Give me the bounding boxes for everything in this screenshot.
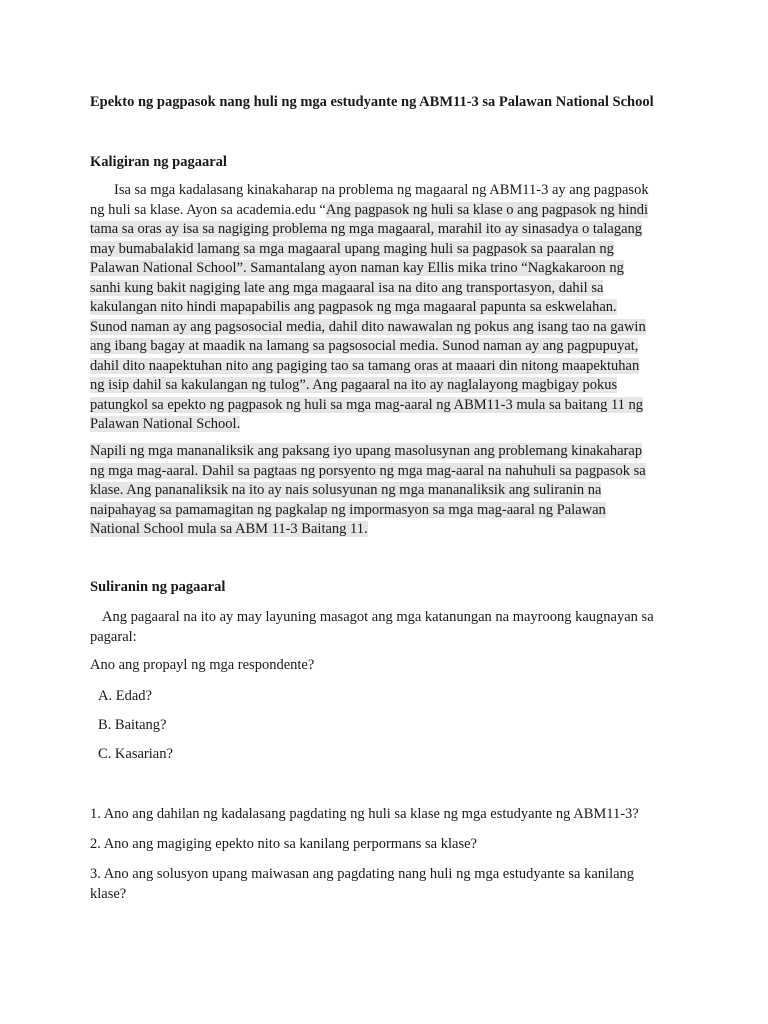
- highlighted-text-line: kakulangan nito hindi mapapabilis ang pagpasok ng mga magaaral papunta sa eskwelahan.: [90, 299, 617, 315]
- question-item-1: 1. Ano ang dahilan ng kadalasang pagdating ng huli sa klase ng mga estudyante ng ABM11-3?: [90, 806, 639, 822]
- section-heading-kaligiran: Kaligiran ng pagaaral: [90, 154, 227, 170]
- option-item-baitang: B. Baitang?: [98, 717, 167, 733]
- paragraph-suliranin-intro: [90, 608, 690, 647]
- highlighted-text-line: National School mula sa ABM 11-3 Baitang 11.: [90, 521, 368, 537]
- highlighted-text-line: ng isip dahil sa kakulangan ng tulog”. Ang pagaaral na ito ay naglalayong magbigay pokus: [90, 377, 618, 393]
- highlighted-text-line: Palawan National School”. Samantalang ayon naman kay Ellis mika trino “Nagkakaroon ng: [90, 260, 624, 276]
- highlighted-text-line: naipahayag sa pamamagitan ng pagkalap ng impormasyon sa mga mag-aaral ng Palawan: [90, 501, 606, 518]
- document-title: Epekto ng pagpasok nang huli ng mga estudyante ng ABM11-3 sa Palawan National School: [90, 94, 654, 110]
- highlighted-text-line: patungkol sa epekto ng pagpasok ng huli sa mga mag-aaral ng ABM11-3 mula sa baitang 11 ng: [90, 396, 644, 413]
- option-item-kasarian: C. Kasarian?: [98, 746, 173, 762]
- option-item-edad: A. Edad?: [98, 688, 152, 704]
- highlighted-text-line: dahil dito naapektuhan nito ang pagiging tao sa tamang oras at maaari din nitong maapektuhan: [90, 357, 640, 374]
- highlighted-text-line: Sunod naman ay ang pagsosocial media, dahil dito nawawalan ng pokus ang isang tao na gawin: [90, 318, 646, 335]
- highlighted-text-line: sanhi kung bakit nagiging late ang mga magaaral isa na dito ang transportasyon, dahil sa: [90, 279, 604, 296]
- highlighted-text-line: ng mga mag-aaral. Dahil sa pagtaas ng porsyento ng mga mag-aaral na nahuhuli sa pagpasok sa: [90, 462, 646, 479]
- text-segment: ng huli sa klase. Ayon sa academia.edu “: [90, 201, 326, 218]
- paragraph-kaligiran-1: [90, 181, 690, 435]
- text-line: pagaral:: [90, 628, 137, 645]
- section-heading-suliranin: Suliranin ng pagaaral: [90, 579, 226, 595]
- highlighted-text-line: klase. Ang pananaliksik na ito ay nais solusyunan ng mga mananaliksik ang suliranin na: [90, 482, 602, 498]
- highlighted-text-line: Palawan National School.: [90, 416, 241, 432]
- text-line: 3. Ano ang solusyon upang maiwasan ang pagdating nang huli ng mga estudyante sa kanilang: [90, 866, 635, 882]
- question-item-2: 2. Ano ang magiging epekto nito sa kanilang perpormans sa klase?: [90, 836, 477, 852]
- highlighted-text-line: Napili ng mga mananaliksik ang paksang iyo upang masolusynan ang problemang kinakaharap: [90, 443, 643, 459]
- paragraph-kaligiran-2: [90, 442, 690, 540]
- highlighted-text-line: ang ibang bagay at maadik na lamang sa pagsosocial media. Sunod naman ay ang pagpupuyat,: [90, 338, 639, 354]
- highlighted-text-line: tama sa oras ay isa sa nagiging problema ng mga magaaral, marahil ito ay sinasadya o talagang: [90, 221, 643, 237]
- profile-question: Ano ang propayl ng mga respondente?: [90, 657, 315, 673]
- text-line: [90, 201, 690, 221]
- text-line: Isa sa mga kadalasang kinakaharap na problema ng magaaral ng ABM11-3 ay ang pagpasok: [114, 182, 649, 198]
- text-line: klase?: [90, 885, 127, 902]
- question-item-3: [90, 865, 634, 904]
- text-line: Ang pagaaral na ito ay may layuning masagot ang mga katanungan na mayroong kaugnayan sa: [102, 609, 654, 625]
- highlighted-quote: Ang pagpasok ng huli sa klase o ang pagpasok ng hindi: [325, 201, 649, 218]
- highlighted-text-line: may bumabalakid lamang sa mga magaaral upang maging huli sa pagpasok sa paaralan ng: [90, 240, 614, 257]
